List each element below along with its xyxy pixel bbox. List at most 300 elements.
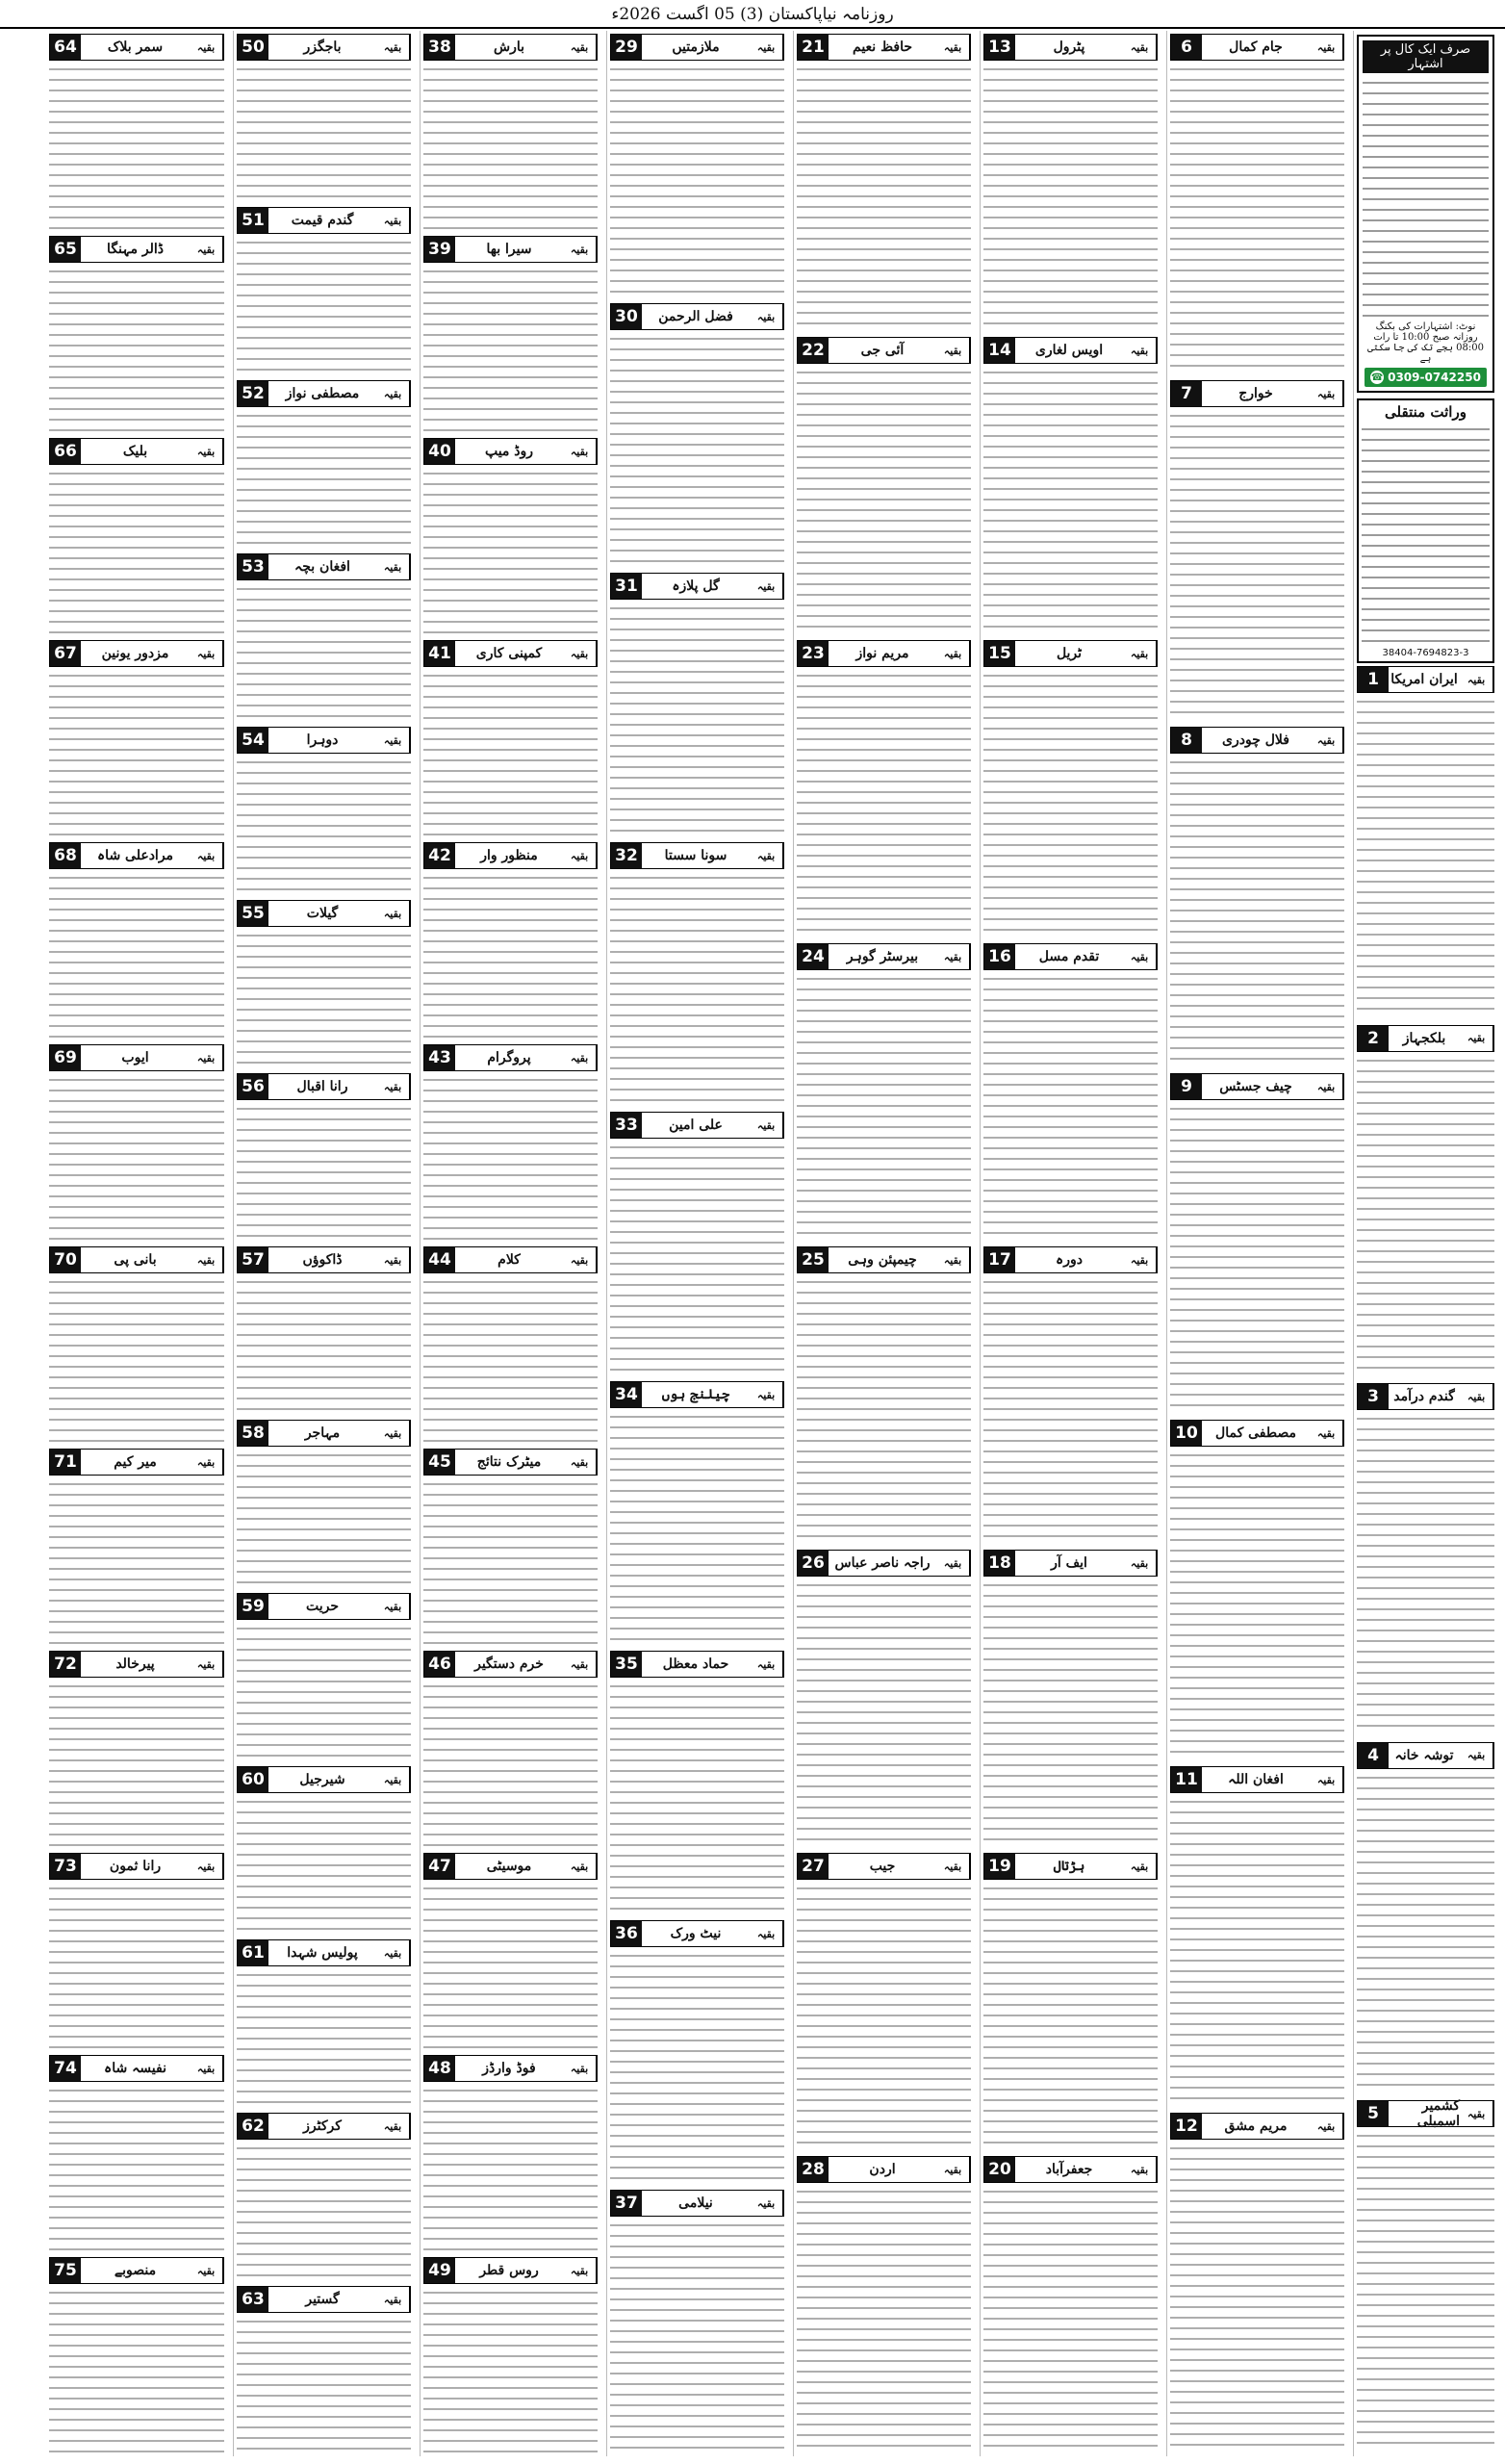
story-tag: بقیہ	[1123, 1551, 1157, 1576]
story-title: فضل الرحمن	[642, 304, 750, 329]
story-title: افغان اللہ	[1202, 1767, 1310, 1792]
story-body	[237, 237, 411, 373]
story-35	[610, 1648, 784, 1913]
story-title: شیرجیل	[268, 1767, 376, 1792]
story-body	[423, 670, 598, 835]
story-tag: بقیہ	[1123, 944, 1157, 969]
story-title: افغان بچہ	[268, 554, 376, 579]
story-header	[237, 1593, 411, 1620]
story-header	[49, 1449, 224, 1476]
story-title: تقدم مسل	[1015, 944, 1123, 969]
story-52	[237, 377, 411, 547]
story-tag: بقیہ	[190, 1652, 223, 1677]
story-number: 56	[238, 1074, 268, 1099]
story-number: 58	[238, 1421, 268, 1446]
story-60	[237, 1763, 411, 1933]
story-tag: بقیہ	[750, 574, 783, 599]
column-5	[606, 31, 787, 2456]
story-16	[983, 940, 1158, 1240]
story-tag: بقیہ	[936, 1551, 970, 1576]
column-4	[793, 31, 974, 2456]
story-title: مزدور یونین	[81, 641, 190, 666]
story-tag: بقیہ	[750, 1382, 783, 1407]
story-number: 66	[50, 439, 81, 464]
story-tag: بقیہ	[376, 1247, 410, 1272]
story-18	[983, 1547, 1158, 1846]
story-header	[797, 640, 971, 667]
story-56	[237, 1070, 411, 1240]
story-title: کرکٹرز	[268, 2114, 376, 2139]
story-33	[610, 1109, 784, 1374]
story-tag: بقیہ	[1123, 35, 1157, 60]
story-tag: بقیہ	[1310, 381, 1343, 406]
story-body	[423, 872, 598, 1038]
story-tag: بقیہ	[1310, 2114, 1343, 2139]
story-64	[49, 31, 224, 229]
story-header	[983, 1550, 1158, 1577]
story-title: دورہ	[1015, 1247, 1123, 1272]
story-body	[610, 2220, 784, 2452]
story-tag: بقیہ	[563, 35, 597, 60]
column-3	[980, 31, 1161, 2456]
story-header	[797, 2156, 971, 2183]
story-title: نفیسہ شاہ	[81, 2056, 190, 2081]
story-tag: بقیہ	[750, 1921, 783, 1946]
story-number: 75	[50, 2258, 81, 2283]
story-number: 70	[50, 1247, 81, 1272]
story-header	[797, 1246, 971, 1273]
story-title: گندم درآمد	[1389, 1384, 1460, 1409]
story-header	[49, 842, 224, 869]
column-8	[46, 31, 227, 2456]
story-header	[610, 1112, 784, 1139]
story-header	[1357, 2098, 1494, 2130]
story-tag: بقیہ	[376, 2287, 410, 2312]
story-72	[49, 1648, 224, 1846]
story-number: 69	[50, 1045, 81, 1070]
inheritance-notice	[1357, 398, 1494, 663]
story-number: 18	[984, 1551, 1015, 1576]
story-title: سیرا بھا	[455, 237, 563, 262]
story-number: 63	[238, 2287, 268, 2312]
story-body	[423, 1276, 598, 1442]
story-tag: بقیہ	[376, 901, 410, 926]
story-tag: بقیہ	[936, 641, 970, 666]
story-63	[237, 2283, 411, 2452]
story-tag: بقیہ	[190, 35, 223, 60]
story-title: بلیک	[81, 439, 190, 464]
story-tag: بقیہ	[376, 554, 410, 579]
story-10	[1170, 1417, 1344, 1759]
story-58	[237, 1417, 411, 1586]
story-tag: بقیہ	[1310, 1421, 1343, 1446]
story-26	[797, 1547, 971, 1846]
story-body	[423, 64, 598, 229]
story-body	[797, 1883, 971, 2149]
story-number: 1	[1358, 667, 1389, 692]
story-number: 12	[1171, 2114, 1202, 2139]
story-header	[423, 438, 598, 465]
story-53	[237, 551, 411, 720]
story-number: 43	[424, 1045, 455, 1070]
story-body	[797, 2186, 971, 2452]
story-title: بیرسٹر گوہر	[829, 944, 936, 969]
story-tag: بقیہ	[936, 2157, 970, 2182]
story-19	[983, 1850, 1158, 2149]
story-number: 45	[424, 1450, 455, 1475]
story-body	[1357, 1413, 1494, 1735]
story-number: 8	[1171, 728, 1202, 753]
story-title: مصطفی نواز	[268, 381, 376, 406]
story-header	[49, 1651, 224, 1678]
column-6	[420, 31, 600, 2456]
story-number: 50	[238, 35, 268, 60]
story-number: 49	[424, 2258, 455, 2283]
story-header	[49, 1044, 224, 1071]
story-body	[49, 1074, 224, 1240]
story-header	[49, 34, 224, 61]
notice-title: وراثت منتقلی	[1385, 403, 1467, 421]
story-number: 73	[50, 1854, 81, 1879]
story-number: 33	[611, 1113, 642, 1138]
story-31	[610, 570, 784, 835]
story-body	[423, 266, 598, 431]
story-number: 47	[424, 1854, 455, 1879]
story-title: نیٹ ورک	[642, 1921, 750, 1946]
story-body	[49, 1681, 224, 1846]
story-tag: بقیہ	[1460, 667, 1493, 692]
story-body	[1170, 1450, 1344, 1759]
story-header	[237, 1766, 411, 1793]
story-header	[1170, 2113, 1344, 2140]
story-number: 72	[50, 1652, 81, 1677]
column-1	[1353, 31, 1497, 2456]
story-body	[1357, 2130, 1494, 2452]
story-title: پیرخالد	[81, 1652, 190, 1677]
story-header	[237, 1939, 411, 1966]
story-header	[237, 1420, 411, 1447]
story-body	[237, 2316, 411, 2452]
story-number: 17	[984, 1247, 1015, 1272]
story-tag: بقیہ	[1123, 641, 1157, 666]
story-title: جیب	[829, 1854, 936, 1879]
story-body	[49, 1276, 224, 1442]
story-body	[423, 1681, 598, 1846]
story-body	[49, 468, 224, 633]
story-number: 54	[238, 728, 268, 753]
story-header	[237, 900, 411, 927]
story-body	[49, 670, 224, 835]
story-tag: بقیہ	[1123, 338, 1157, 363]
story-75	[49, 2254, 224, 2452]
classified-ad-box	[1357, 35, 1494, 393]
story-number: 3	[1358, 1384, 1389, 1409]
story-29	[610, 31, 784, 296]
story-number: 30	[611, 304, 642, 329]
story-tag: بقیہ	[563, 439, 597, 464]
story-tag: بقیہ	[563, 1652, 597, 1677]
story-tag: بقیہ	[190, 1854, 223, 1879]
story-body	[237, 1103, 411, 1240]
story-number: 14	[984, 338, 1015, 363]
story-title: ایف آر	[1015, 1551, 1123, 1576]
story-title: رانا ثمون	[81, 1854, 190, 1879]
story-tag: بقیہ	[190, 641, 223, 666]
story-tag: بقیہ	[376, 2114, 410, 2139]
story-tag: بقیہ	[376, 381, 410, 406]
story-number: 51	[238, 208, 268, 233]
story-header	[1357, 1742, 1494, 1769]
story-title: کشمیر اسمبلی	[1389, 2101, 1460, 2126]
story-header	[49, 1246, 224, 1273]
story-body	[610, 64, 784, 296]
story-header	[610, 573, 784, 600]
story-header	[983, 2156, 1158, 2183]
story-header	[49, 2055, 224, 2082]
story-header	[49, 438, 224, 465]
story-51	[237, 204, 411, 373]
story-title: چیمپئن وہی	[829, 1247, 936, 1272]
story-header	[983, 943, 1158, 970]
story-body	[983, 1276, 1158, 1543]
story-number: 37	[611, 2191, 642, 2216]
story-title: مریم نواز	[829, 641, 936, 666]
story-number: 13	[984, 35, 1015, 60]
story-header	[983, 1246, 1158, 1273]
story-tag: بقیہ	[563, 843, 597, 868]
story-header	[49, 2257, 224, 2284]
story-header	[423, 842, 598, 869]
story-body	[610, 872, 784, 1105]
story-header	[49, 236, 224, 263]
story-23	[797, 637, 971, 937]
story-header	[423, 1449, 598, 1476]
story-number: 64	[50, 35, 81, 60]
story-title: گل پلازہ	[642, 574, 750, 599]
story-number: 68	[50, 843, 81, 868]
story-tag: بقیہ	[750, 1652, 783, 1677]
story-tag: بقیہ	[1123, 2157, 1157, 2182]
story-41	[423, 637, 598, 835]
story-number: 15	[984, 641, 1015, 666]
story-15	[983, 637, 1158, 937]
story-body	[983, 2186, 1158, 2452]
story-39	[423, 233, 598, 431]
story-tag: بقیہ	[1460, 1026, 1493, 1051]
story-number: 29	[611, 35, 642, 60]
story-header	[797, 1853, 971, 1880]
story-header	[237, 1073, 411, 1100]
story-69	[49, 1041, 224, 1240]
story-37	[610, 2187, 784, 2452]
story-tag: بقیہ	[190, 1045, 223, 1070]
story-header	[423, 34, 598, 61]
story-title: باجگزر	[268, 35, 376, 60]
story-body	[237, 1969, 411, 2106]
story-title: موسیٹی	[455, 1854, 563, 1879]
story-65	[49, 233, 224, 431]
story-title: روس قطر	[455, 2258, 563, 2283]
story-title: نیلامی	[642, 2191, 750, 2216]
story-tag: بقیہ	[936, 1247, 970, 1272]
story-25	[797, 1244, 971, 1543]
story-body	[49, 1883, 224, 2048]
story-body	[423, 468, 598, 633]
story-header	[610, 1920, 784, 1947]
story-header	[797, 337, 971, 364]
story-body	[423, 1883, 598, 2048]
story-36	[610, 1917, 784, 2183]
story-number: 5	[1358, 2101, 1389, 2126]
story-title: مہاجر	[268, 1421, 376, 1446]
story-title: منظور وار	[455, 843, 563, 868]
story-title: حافظ نعیم	[829, 35, 936, 60]
story-number: 67	[50, 641, 81, 666]
story-title: خرم دستگیر	[455, 1652, 563, 1677]
story-70	[49, 1244, 224, 1442]
story-number: 21	[798, 35, 829, 60]
story-title: جعفرآباد	[1015, 2157, 1123, 2182]
story-body	[237, 64, 411, 200]
story-body	[1170, 410, 1344, 720]
story-body	[797, 670, 971, 937]
story-tag: بقیہ	[750, 843, 783, 868]
story-number: 36	[611, 1921, 642, 1946]
story-title: میٹرک نتائج	[455, 1450, 563, 1475]
story-header	[423, 1651, 598, 1678]
story-title: اویس لغاری	[1015, 338, 1123, 363]
story-4	[1357, 1739, 1494, 2094]
story-tag: بقیہ	[563, 1450, 597, 1475]
story-tag: بقیہ	[190, 843, 223, 868]
story-title: ٹریل	[1015, 641, 1123, 666]
story-tag: بقیہ	[563, 237, 597, 262]
story-body	[610, 1142, 784, 1374]
story-number: 35	[611, 1652, 642, 1677]
story-66	[49, 435, 224, 633]
story-40	[423, 435, 598, 633]
story-number: 31	[611, 574, 642, 599]
story-tag: بقیہ	[563, 2258, 597, 2283]
story-body	[49, 872, 224, 1038]
story-header	[797, 943, 971, 970]
story-tag: بقیہ	[190, 237, 223, 262]
story-title: دوہرا	[268, 728, 376, 753]
story-title: میر کیم	[81, 1450, 190, 1475]
story-body	[983, 973, 1158, 1240]
story-34	[610, 1378, 784, 1644]
story-header	[610, 2190, 784, 2217]
story-number: 52	[238, 381, 268, 406]
story-body	[237, 1450, 411, 1586]
story-number: 24	[798, 944, 829, 969]
story-title: ڈاکوؤں	[268, 1247, 376, 1272]
story-number: 26	[798, 1551, 829, 1576]
story-2	[1357, 1022, 1494, 1377]
story-tag: بقیہ	[1460, 1743, 1493, 1768]
story-header	[237, 727, 411, 754]
phone-number: 0309-0742250	[1388, 371, 1481, 384]
story-header	[983, 1853, 1158, 1880]
story-tag: بقیہ	[750, 1113, 783, 1138]
story-header	[423, 2055, 598, 2082]
story-tag: بقیہ	[563, 1045, 597, 1070]
story-body	[49, 1478, 224, 1644]
story-body	[423, 1074, 598, 1240]
story-header	[1170, 34, 1344, 61]
story-tag: بقیہ	[376, 728, 410, 753]
story-number: 19	[984, 1854, 1015, 1879]
story-header	[797, 1550, 971, 1577]
column-2	[1166, 31, 1347, 2456]
story-45	[423, 1446, 598, 1644]
story-28	[797, 2153, 971, 2452]
story-tag: بقیہ	[936, 35, 970, 60]
story-body	[423, 2085, 598, 2250]
story-body	[237, 583, 411, 720]
story-number: 20	[984, 2157, 1015, 2182]
notice-body	[1362, 424, 1490, 645]
story-header	[423, 2257, 598, 2284]
story-tag: بقیہ	[936, 338, 970, 363]
story-body	[237, 2143, 411, 2279]
story-number: 57	[238, 1247, 268, 1272]
story-header	[610, 34, 784, 61]
story-title: کمپنی کاری	[455, 641, 563, 666]
story-8	[1170, 724, 1344, 1066]
story-header	[797, 34, 971, 61]
story-6	[1170, 31, 1344, 373]
story-55	[237, 897, 411, 1066]
story-17	[983, 1244, 1158, 1543]
story-number: 62	[238, 2114, 268, 2139]
story-tag: بقیہ	[1310, 35, 1343, 60]
story-title: توشہ خانہ	[1389, 1743, 1460, 1768]
story-header	[610, 842, 784, 869]
story-42	[423, 839, 598, 1038]
story-title: آئی جی	[829, 338, 936, 363]
story-header	[983, 34, 1158, 61]
story-number: 27	[798, 1854, 829, 1879]
story-title: پٹرول	[1015, 35, 1123, 60]
story-title: مریم مشق	[1202, 2114, 1310, 2139]
story-header	[1357, 1025, 1494, 1052]
story-57	[237, 1244, 411, 1413]
story-body	[610, 1681, 784, 1913]
story-tag: بقیہ	[376, 1767, 410, 1792]
story-24	[797, 940, 971, 1240]
story-number: 34	[611, 1382, 642, 1407]
story-title: گیلات	[268, 901, 376, 926]
story-title: منصوبے	[81, 2258, 190, 2283]
masthead-title: روزنامہ نیاپاکستان (3) 05 اگست 2026ء	[611, 4, 894, 24]
story-body	[983, 1883, 1158, 2149]
newspaper-page	[8, 31, 1497, 2456]
story-number: 41	[424, 641, 455, 666]
ad-body	[1363, 77, 1489, 318]
story-21	[797, 31, 971, 330]
story-number: 9	[1171, 1074, 1202, 1099]
story-title: حماد معظل	[642, 1652, 750, 1677]
story-number: 10	[1171, 1421, 1202, 1446]
story-body	[237, 757, 411, 893]
story-title: بارش	[455, 35, 563, 60]
story-27	[797, 1850, 971, 2149]
story-tag: بقیہ	[1310, 1767, 1343, 1792]
story-tag: بقیہ	[376, 208, 410, 233]
story-body	[237, 1623, 411, 1759]
story-body	[1170, 64, 1344, 373]
